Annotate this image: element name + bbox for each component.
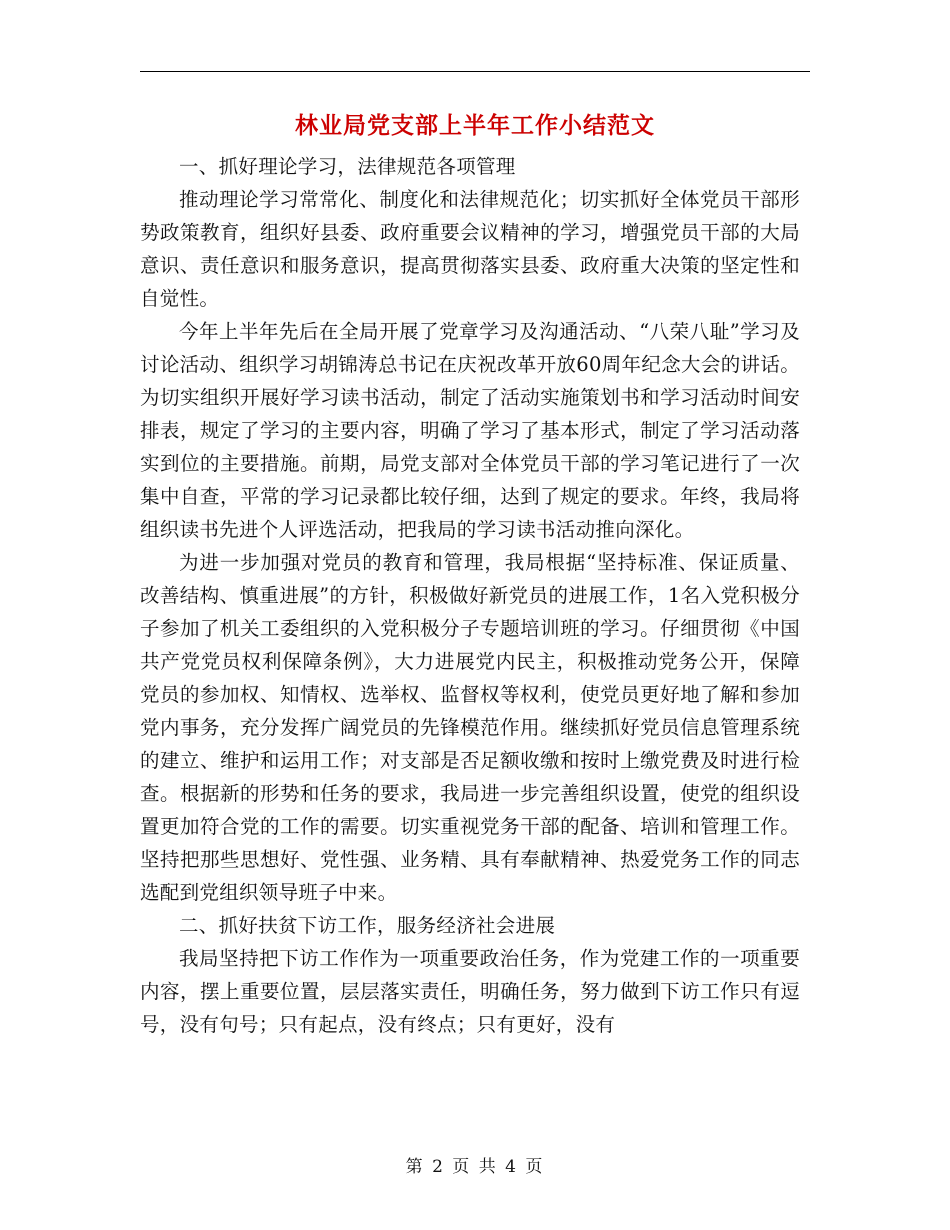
section-heading-2: 二、抓好扶贫下访工作，服务经济社会进展 (179, 914, 556, 937)
section-heading-1: 一、抓好理论学习，法律规范各项管理 (179, 155, 516, 178)
document-title: 林业局党支部上半年工作小结范文 (295, 112, 655, 139)
header-rule (140, 71, 810, 72)
page-number: 第 2 页 共 4 页 (405, 1157, 545, 1177)
paragraph: 今年上半年先后在全局开展了党章学习及沟通活动、“八荣八耻”学习及讨论活动、组织学习胡锦涛总书记在庆祝改革开放60周年纪念大会的讲话。为切实组织开展好学习读书活动，制定了活动实施策划书和学习活动时间安排表，规定了学习的主要内容，明确了学习了基本形式，制定了学习活动落实到位的主要措施。前期，局党支部对全体党员干部的学习笔记进行了一次集中自查，平常的学习记录都比较仔细，达到了规定的要求。年终，我局将组织读书先进个人评选活动，把我局的学习读书活动推向深化。 (140, 320, 800, 541)
paragraph: 为进一步加强对党员的教育和管理，我局根据“坚持标准、保证质量、改善结构、慎重进展”的方针，积极做好新党员的进展工作，1名入党积极分子参加了机关工委组织的入党积极分子专题培训班的学习。仔细贯彻《中国共产党党员权利保障条例》，大力进展党内民主，积极推动党务公开，保障党员的参加权、知情权、选举权、监督权等权利，使党员更好地了解和参加党内事务，充分发挥广阔党员的先锋模范作用。继续抓好党员信息管理系统的建立、维护和运用工作；对支部是否足额收缴和按时上缴党费及时进行检查。根据新的形势和任务的要求，我局进一步完善组织设置，使党的组织设置更加符合党的工作的需要。切实重视党务干部的配备、培训和管理工作。坚持把那些思想好、党性强、业务精、具有奉献精神、热爱党务工作的同志选配到党组织领导班子中来。 (140, 551, 800, 904)
paragraph: 推动理论学习常常化、制度化和法律规范化；切实抓好全体党员干部形势政策教育，组织好县委、政府重要会议精神的学习，增强党员干部的大局意识、责任意识和服务意识，提高贯彻落实县委、政府重大决策的坚定性和自觉性。 (140, 188, 800, 310)
document-body (140, 150, 800, 1041)
paragraph: 我局坚持把下访工作作为一项重要政治任务，作为党建工作的一项重要内容，摆上重要位置，层层落实责任，明确任务，努力做到下访工作只有逗号，没有句号；只有起点，没有终点；只有更好，没有 (140, 947, 800, 1036)
